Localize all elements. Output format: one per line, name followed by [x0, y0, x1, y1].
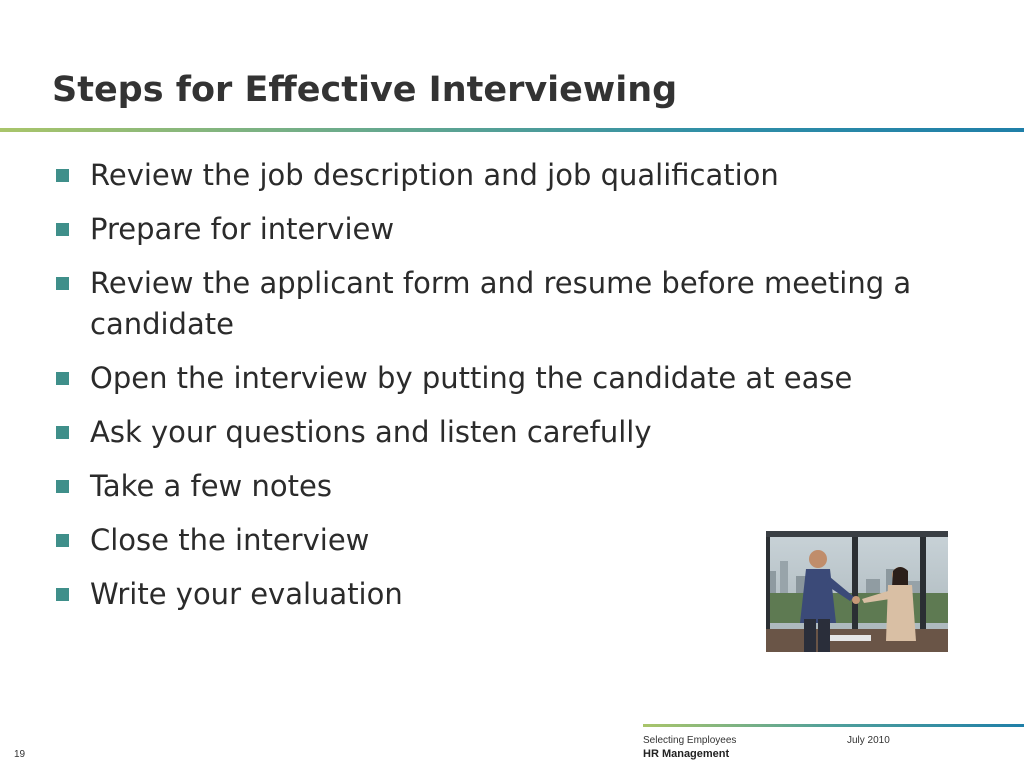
handshake-photo — [766, 531, 948, 652]
footer-section-label: Selecting Employees — [643, 735, 737, 746]
square-bullet-icon — [56, 277, 69, 290]
slide-title: Steps for Effective Interviewing — [52, 70, 678, 110]
bullet-text: Close the interview — [90, 523, 370, 557]
footer-course-label: HR Management — [643, 748, 730, 760]
bullet-item — [56, 209, 956, 250]
square-bullet-icon — [56, 223, 69, 236]
square-bullet-icon — [56, 169, 69, 182]
title-divider — [0, 128, 1024, 132]
bullet-item — [56, 263, 956, 345]
bullet-text: Review the applicant form and resume before meeting a candidate — [90, 266, 912, 341]
page-number: 19 — [14, 749, 26, 760]
footer-date: July 2010 — [847, 735, 890, 746]
bullet-item — [56, 155, 956, 196]
bullet-item — [56, 412, 956, 453]
footer-divider — [643, 724, 1024, 727]
square-bullet-icon — [56, 372, 69, 385]
square-bullet-icon — [56, 534, 69, 547]
bullet-text: Ask your questions and listen carefully — [90, 415, 652, 449]
bullet-text: Review the job description and job qualification — [90, 158, 779, 192]
bullet-text: Write your evaluation — [90, 577, 403, 611]
square-bullet-icon — [56, 426, 69, 439]
bullet-item — [56, 358, 956, 399]
bullet-text: Open the interview by putting the candidate at ease — [90, 361, 853, 395]
bullet-item — [56, 466, 956, 507]
square-bullet-icon — [56, 480, 69, 493]
bullet-text: Take a few notes — [90, 469, 332, 503]
square-bullet-icon — [56, 588, 69, 601]
bullet-text: Prepare for interview — [90, 212, 395, 246]
